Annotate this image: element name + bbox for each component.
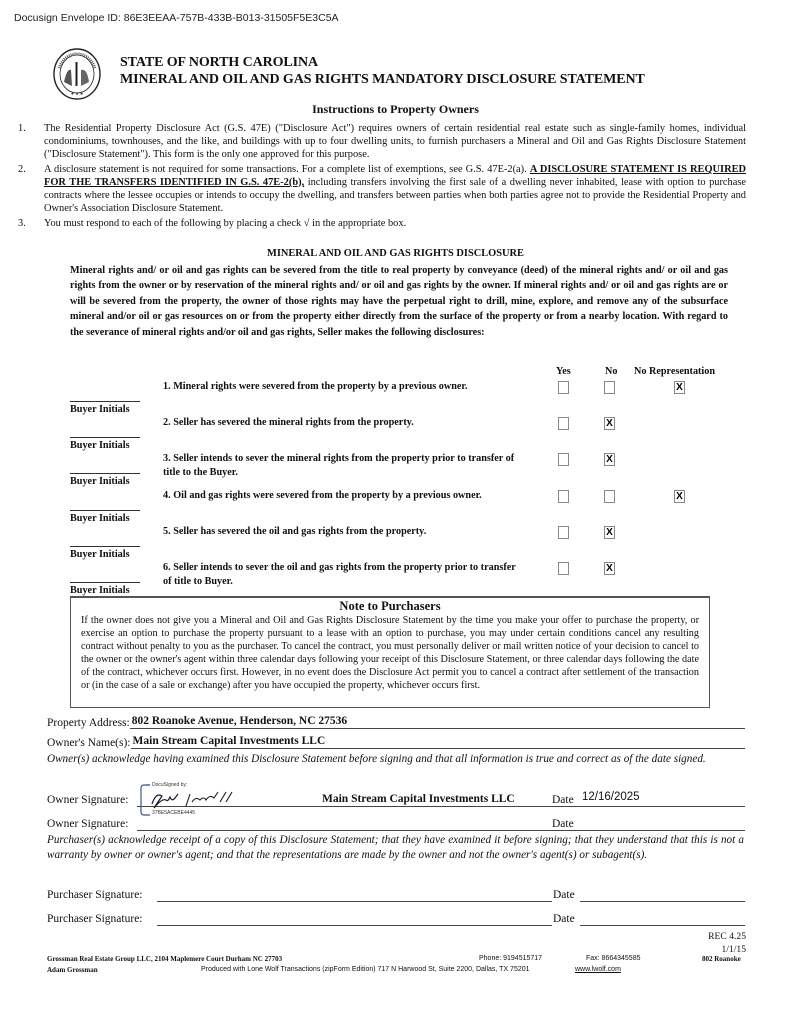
disclosure-paragraph: Mineral rights and/ or oil and gas rights can be severed from the title to real property by conveyance (deed) of the mineral rights and/ or oil and gas rights from the owner or by reservation of the mineral rights and/ or oil and gas rights by the owner. If mineral rights and/ or oil and gas rights are or will be severed from the property, the owner of those rights may have the perpetual right to drill, mine, explore, and remove any of the subsurface mineral and/or oil or gas resources on or from the property either directly from the surface of the property or from a nearby location. With regard to the severance of mineral rights and/or oil and gas rights, Seller makes the following disclosures:: [70, 265, 728, 338]
property-address-label: Property Address:: [47, 717, 130, 729]
handwritten-signature-icon[interactable]: [148, 788, 258, 810]
disclosure-question-row: [0, 416, 791, 452]
footer-brokerage: Grossman Real Estate Group LLC, 2104 Maplemere Court Durham NC 27703: [47, 955, 283, 963]
owner-date-value: 12/16/2025: [582, 791, 640, 803]
yes-checkbox[interactable]: [558, 562, 569, 575]
instruction-number: 2.: [18, 164, 26, 175]
buyer-initials-label: Buyer Initials: [70, 549, 130, 560]
title-form: MINERAL AND OIL AND GAS RIGHTS MANDATORY DISCLOSURE STATEMENT: [120, 72, 645, 87]
buyer-initials-label: Buyer Initials: [70, 404, 130, 415]
yes-checkbox[interactable]: [558, 490, 569, 503]
owner-signature-line[interactable]: [137, 817, 587, 831]
question-text: 2. Seller has severed the mineral rights from the property.: [163, 417, 414, 428]
buyer-initials-line[interactable]: [70, 401, 140, 402]
instructions-heading: Instructions to Property Owners: [312, 102, 479, 116]
disclosure-question-row: [0, 525, 791, 561]
property-address-value[interactable]: 802 Roanoke Avenue, Henderson, NC 27536: [130, 714, 745, 729]
footer-fax: Fax: 8664345585: [586, 955, 641, 962]
instruction-text: You must respond to each of the following by placing a check √ in the appropriate box.: [44, 218, 407, 229]
footer-agent: Adam Grossman: [47, 966, 98, 974]
instructions-list: [18, 122, 746, 232]
no-representation-checkbox[interactable]: X: [674, 490, 685, 503]
column-header-yes: Yes: [556, 366, 571, 377]
docusign-signature-box: [138, 782, 258, 818]
purchaser-signature-row-1: [47, 885, 745, 903]
form-code-date: 1/1/15: [721, 944, 746, 955]
owner-signature-label: Owner Signature:: [47, 818, 129, 830]
owner-signer-name: Main Stream Capital Investments LLC: [322, 793, 515, 805]
note-to-purchasers-box: [70, 596, 710, 708]
yes-checkbox[interactable]: [558, 453, 569, 466]
note-title: Note to Purchasers: [339, 599, 441, 613]
owner-name-value[interactable]: Main Stream Capital Investments LLC: [131, 734, 745, 749]
nc-seal-icon: [53, 48, 101, 100]
owner-signature-row-2: [47, 814, 745, 832]
buyer-initials-label: Buyer Initials: [70, 476, 130, 487]
form-code-number: REC 4.25: [708, 931, 746, 942]
instruction-item: [18, 163, 746, 215]
form-code: [708, 930, 746, 956]
no-checkbox[interactable]: X: [604, 562, 615, 575]
column-header-no: No: [605, 366, 618, 377]
instruction-text: The Residential Property Disclosure Act (G.S. 47E) ("Disclosure Act") requires owners of certain residential real estate such as single-family homes, individual condominiums, townhouses, and the like, and buildings with up to four dwelling units, to furnish purchasers a Mineral and Oil and Gas Rights Disclosure Statement ("Disclosure Statement"). This form is the only one approved for this purpose.: [44, 123, 746, 160]
purchaser-signature-line[interactable]: [157, 888, 552, 902]
buyer-initials-label: Buyer Initials: [70, 585, 130, 596]
title-state: STATE OF NORTH CAROLINA: [120, 55, 319, 70]
question-text: 1. Mineral rights were severed from the property by a previous owner.: [163, 381, 468, 392]
no-checkbox[interactable]: X: [604, 453, 615, 466]
question-text: 4. Oil and gas rights were severed from the property by a previous owner.: [163, 490, 482, 501]
yes-checkbox[interactable]: [558, 417, 569, 430]
no-checkbox[interactable]: X: [604, 417, 615, 430]
footer-produced-with: Produced with Lone Wolf Transactions (zipForm Edition) 717 N Harwood St, Suite 2200, Dallas, TX 75201: [201, 966, 530, 973]
question-text: 6. Seller intends to sever the oil and gas rights from the property prior to transfer of title to Buyer.: [163, 562, 516, 587]
required-transfers-emphasis: A DISCLOSURE STATEMENT IS REQUIRED FOR THE TRANSFERS IDENTIFIED IN G.S. 47E-2(b),: [44, 164, 747, 188]
owner-date-label: Date: [552, 818, 574, 830]
owner-signature-label: Owner Signature:: [47, 794, 129, 806]
purchaser-date-line[interactable]: [580, 912, 745, 926]
purchaser-signature-line[interactable]: [157, 912, 552, 926]
owner-date-label: Date: [552, 794, 574, 806]
instruction-number: 3.: [18, 218, 26, 229]
no-checkbox[interactable]: X: [604, 526, 615, 539]
no-checkbox[interactable]: [604, 381, 615, 394]
column-header-no-representation: No Representation: [634, 366, 716, 377]
owner-name-label: Owner's Name(s):: [47, 737, 131, 749]
footer-phone: Phone: 9194515717: [479, 955, 543, 962]
purchaser-date-label: Date: [553, 913, 575, 925]
instruction-item: [18, 122, 746, 161]
disclosure-question-row: [0, 452, 791, 488]
purchaser-signature-label: Purchaser Signature:: [47, 913, 143, 925]
svg-text:★ ★ ★: ★ ★ ★: [70, 91, 84, 96]
buyer-initials-line[interactable]: [70, 582, 140, 583]
owner-name-field: [47, 734, 745, 749]
question-text: 5. Seller has severed the oil and gas rights from the property.: [163, 526, 427, 537]
instruction-text: [44, 163, 746, 215]
instruction-number: 1.: [18, 123, 26, 134]
disclosure-heading: MINERAL AND OIL AND GAS RIGHTS DISCLOSURE: [267, 248, 524, 259]
disclosure-question-row: [0, 561, 791, 597]
instruction-text-part: including transfers involving the first sale of a dwelling never inhabited, lease with option to purchase contracts where the lessee occupies or intends to occupy the dwelling, and transfers between parties when both parties agree not to provide the Residential Property and Owner's Association Disclosure Statement.: [44, 177, 746, 214]
no-checkbox[interactable]: [604, 490, 615, 503]
docusign-envelope-id: Docusign Envelope ID: 86E3EEAA-757B-433B-B013-31505F5E3C5A: [14, 12, 339, 24]
buyer-initials-line[interactable]: [70, 437, 140, 438]
docusign-id: 37BE5ACEBE4445: [152, 810, 196, 816]
buyer-initials-line[interactable]: [70, 510, 140, 511]
buyer-initials-line[interactable]: [70, 473, 140, 474]
purchaser-date-label: Date: [553, 889, 575, 901]
buyer-initials-label: Buyer Initials: [70, 513, 130, 524]
purchaser-signature-label: Purchaser Signature:: [47, 889, 143, 901]
buyer-initials-line[interactable]: [70, 546, 140, 547]
docusigned-by-label: DocuSigned by:: [152, 782, 188, 788]
instruction-item: [18, 217, 746, 230]
page-title: [120, 54, 645, 88]
owner-date-line[interactable]: [579, 817, 745, 831]
yes-checkbox[interactable]: [558, 526, 569, 539]
note-body: If the owner does not give you a Mineral and Oil and Gas Rights Disclosure Statement by the time you make your offer to purchase the property, or exercise an option to purchase the property pursuant to a lease with an option to purchase, you may under certain conditions cancel any resulting contract without penalty to you as the purchaser. To cancel the contract, you must personally deliver or mail written notice of your decision to cancel to the owner or the owner's agent within three calendar days following your receipt of this Disclosure Statement, or three calendar days following the date of the contract, whichever occurs first. However, in no event does the Disclosure Act permit you to cancel a contract after settlement of the transaction or (in the case of a sale or exchange) after you have occupied the property, whichever occurs first.: [81, 615, 699, 691]
property-address-field: [47, 714, 745, 729]
purchaser-date-line[interactable]: [580, 888, 745, 902]
footer-file-name: 802 Roanoke: [702, 955, 741, 963]
instruction-text-part: A disclosure statement is not required for some transactions. For a complete list of exemptions, see G.S. 47E-2(a).: [44, 164, 530, 175]
purchaser-acknowledgement: Purchaser(s) acknowledge receipt of a copy of this Disclosure Statement; that they have examined it before signing; that they understand that this is not a warranty by owner or owner's agent; and that the representations are made by the owner and not the owner's agent(s) or subagent(s).: [47, 834, 744, 861]
disclosure-question-row: [0, 489, 791, 525]
yes-checkbox[interactable]: [558, 381, 569, 394]
purchaser-signature-row-2: [47, 909, 745, 927]
footer-lwolf-link[interactable]: www.lwolf.com: [575, 966, 621, 973]
question-text: 3. Seller intends to sever the mineral rights from the property prior to transfer of title to the Buyer.: [163, 453, 515, 478]
owner-acknowledgement: Owner(s) acknowledge having examined this Disclosure Statement before signing and that all information is true and correct as of the date signed.: [47, 753, 706, 765]
no-representation-checkbox[interactable]: X: [674, 381, 685, 394]
disclosure-question-row: [0, 380, 791, 416]
buyer-initials-label: Buyer Initials: [70, 440, 130, 451]
